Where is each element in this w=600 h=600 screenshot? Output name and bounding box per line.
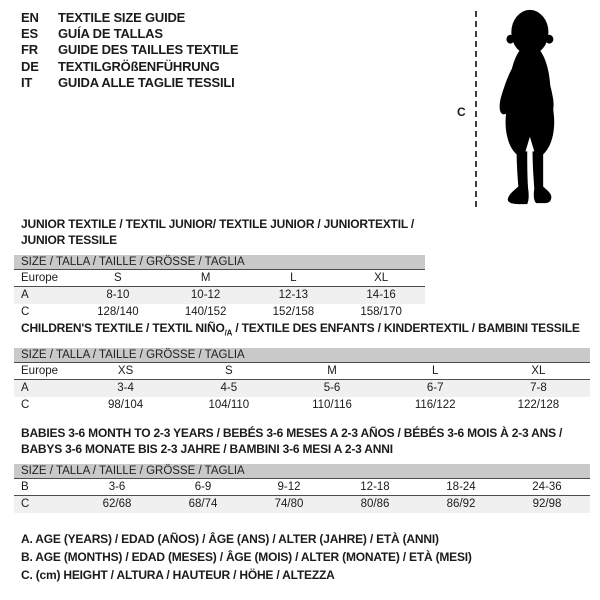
row-label: B xyxy=(21,481,29,493)
cell-value: 8-10 xyxy=(106,289,130,301)
cell-value: 80/86 xyxy=(360,498,390,510)
table-row-c xyxy=(14,397,590,414)
table-row-c xyxy=(14,304,425,321)
row-label: A xyxy=(21,382,29,395)
cell-value: 62/68 xyxy=(102,498,132,510)
language-title-row-de xyxy=(21,58,238,74)
childrens-textile-table xyxy=(14,320,590,414)
legend xyxy=(21,530,472,584)
language-code: EN xyxy=(21,9,39,25)
cell-value: 86/92 xyxy=(446,498,476,510)
title-segment: / TEXTILE DES ENFANTS / KINDERTEXTIL / BAMBINI TESSILE xyxy=(232,321,580,335)
language-title-list xyxy=(21,9,238,90)
row-label: C xyxy=(21,399,30,412)
junior-textile-title xyxy=(14,216,425,248)
babies-textile-table xyxy=(14,425,590,513)
title-segment: /A xyxy=(224,328,233,338)
cell-value: 68/74 xyxy=(188,498,218,510)
table-row-a xyxy=(14,287,425,304)
language-title-row-fr xyxy=(21,42,238,58)
cell-value: 152/158 xyxy=(272,306,315,318)
cell-value: L xyxy=(432,365,439,378)
language-title-row-es xyxy=(21,25,238,41)
cell-value: XL xyxy=(374,272,389,284)
language-code: DE xyxy=(21,58,39,74)
baby-silhouette-icon xyxy=(483,7,575,208)
cell-value: 74/80 xyxy=(274,498,304,510)
size-header-bar: SIZE / TALLA / TAILLE / GRÖSSE / TAGLIA xyxy=(14,255,425,270)
table-row-europe xyxy=(14,363,590,380)
row-label: C xyxy=(21,498,30,510)
language-title: GUIDA ALLE TAGLIE TESSILI xyxy=(58,74,235,90)
cell-value: 110/116 xyxy=(312,399,352,412)
cell-value: 6-7 xyxy=(426,382,444,395)
title-segment: CHILDREN'S TEXTILE / TEXTIL NIÑO xyxy=(21,321,225,335)
row-label: Europe xyxy=(21,272,59,284)
cell-value: M xyxy=(200,272,211,284)
language-title-row-en xyxy=(21,9,238,25)
cell-value: 116/122 xyxy=(414,399,456,412)
cell-value: 98/104 xyxy=(108,399,144,412)
cell-value: 3-4 xyxy=(117,382,134,395)
language-code: FR xyxy=(21,42,38,58)
cell-value: 12-18 xyxy=(360,481,390,493)
cell-value: 18-24 xyxy=(446,481,476,493)
cell-value: 7-8 xyxy=(530,382,547,395)
table-row-europe xyxy=(14,270,425,287)
cell-value: 128/140 xyxy=(97,306,139,318)
cell-value: 158/170 xyxy=(360,306,402,318)
legend-line-a: A. AGE (YEARS) / EDAD (AÑOS) / ÂGE (ANS) / ALTER (JAHRE) / ETÀ (ANNI) xyxy=(21,532,439,546)
legend-line-c: C. (cm) HEIGHT / ALTURA / HAUTEUR / HÖHE / ALTEZZA xyxy=(21,568,335,582)
cell-value: S xyxy=(114,272,122,284)
language-code: IT xyxy=(21,74,33,90)
title-segment: BABIES 3-6 MONTH TO 2-3 YEARS / BEBÉS 3-6 MESES A 2-3 AÑOS / BÉBÉS 3-6 MOIS À 2-3 ANS / xyxy=(21,426,563,440)
cell-value: 92/98 xyxy=(532,498,562,510)
babies-textile-title xyxy=(14,425,590,457)
language-code: ES xyxy=(21,25,38,41)
baby-silhouette-figure xyxy=(450,0,598,215)
language-title: TEXTILGRÖßENFÜHRUNG xyxy=(58,58,220,74)
cell-value: 122/128 xyxy=(517,399,560,412)
cell-value: 104/110 xyxy=(208,399,250,412)
table-row-b xyxy=(14,479,590,496)
cell-value: 140/152 xyxy=(184,306,227,318)
table-row-c xyxy=(14,496,590,513)
title-segment: BABYS 3-6 MONATE BIS 2-3 JAHRE / BAMBINI 3-6 MESI A 2-3 ANNI xyxy=(21,442,393,456)
cell-value: 12-13 xyxy=(278,289,309,301)
cell-value: 10-12 xyxy=(190,289,221,301)
cell-value: 24-36 xyxy=(532,481,562,493)
cell-value: S xyxy=(224,365,233,378)
cell-value: 9-12 xyxy=(277,481,301,493)
cell-value: M xyxy=(327,365,337,378)
row-label: Europe xyxy=(21,365,59,378)
cell-value: XL xyxy=(531,365,546,378)
cell-value: 14-16 xyxy=(366,289,396,301)
cell-value: 5-6 xyxy=(323,382,341,395)
language-title-row-it xyxy=(21,74,238,90)
junior-textile-table xyxy=(14,216,425,321)
row-label: C xyxy=(21,306,30,318)
height-measure-label: C xyxy=(457,105,466,119)
title-segment: JUNIOR TEXTILE / TEXTIL JUNIOR/ TEXTILE JUNIOR / JUNIORTEXTIL / JUNIOR TESSILE xyxy=(21,217,415,247)
table-row-a xyxy=(14,380,590,397)
language-title: TEXTILE SIZE GUIDE xyxy=(58,9,186,25)
cell-value: 6-9 xyxy=(194,481,212,493)
size-header-bar: SIZE / TALLA / TAILLE / GRÖSSE / TAGLIA xyxy=(14,464,590,479)
language-title: GUÍA DE TALLAS xyxy=(58,25,163,41)
cell-value: L xyxy=(290,272,297,284)
legend-line-b: B. AGE (MONTHS) / EDAD (MESES) / ÂGE (MOIS) / ALTER (MONATE) / ETÀ (MESI) xyxy=(21,550,472,564)
height-measure-dashed-line xyxy=(475,11,477,207)
cell-value: 3-6 xyxy=(108,481,126,493)
row-label: A xyxy=(21,289,29,301)
cell-value: XS xyxy=(117,365,134,378)
cell-value: 4-5 xyxy=(220,382,238,395)
size-header-bar: SIZE / TALLA / TAILLE / GRÖSSE / TAGLIA xyxy=(14,348,590,363)
childrens-textile-title xyxy=(14,320,590,341)
language-title: GUIDE DES TAILLES TEXTILE xyxy=(58,42,239,58)
